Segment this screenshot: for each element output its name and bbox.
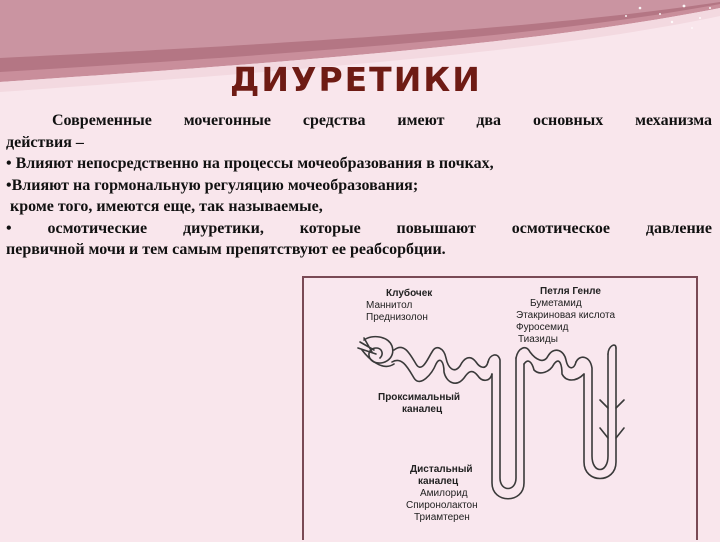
bullet-item-3-line-1: [6, 218, 712, 240]
bullet-item-2: [6, 175, 712, 197]
bullet-icon: •: [6, 176, 12, 194]
bullet-item-3-text: осмотические диуретики, которые повышают осмотическое давление: [47, 219, 712, 237]
glomerulus-drug-1: Маннитол: [366, 300, 413, 311]
paragraph-1-line-2: действия –: [6, 133, 84, 151]
bullet-item-2-text: Влияют на гормональную регуляцию мочеобразования;: [11, 176, 419, 194]
bullet-item-1-text: Влияют непосредственно на процессы мочеобразования в почках,: [15, 155, 494, 172]
loop-label: [540, 286, 601, 298]
distal-title-1: Дистальный: [410, 464, 473, 475]
bullet-icon: •: [6, 219, 12, 237]
distal-drug-3: Триамтерен: [414, 512, 470, 523]
loop-drug-4: Тиазиды: [518, 334, 558, 345]
page-title: ДИУРЕТИКИ: [230, 60, 482, 99]
glomerulus-drug-2: Преднизолон: [366, 312, 428, 323]
proximal-title-2: каналец: [402, 404, 443, 415]
loop-drug-2: Этакриновая кислота: [516, 310, 616, 321]
loop-drug-3: Фуросемид: [516, 322, 569, 333]
glomerulus-title: Клубочек: [386, 288, 433, 299]
loop-drug-1: Буметамид: [530, 298, 582, 309]
bullet-icon: •: [6, 155, 12, 172]
glomerulus-label: [386, 288, 432, 300]
proximal-label-line-1: [378, 392, 460, 404]
bullet-item-1: [6, 153, 712, 175]
proximal-title-1: Проксимальный: [378, 392, 461, 403]
loop-title: Петля Генле: [540, 286, 601, 297]
nephron-diagram: [302, 276, 698, 540]
distal-label-line-2: [418, 476, 458, 488]
proximal-label-line-2: [402, 404, 442, 416]
distal-drug-2: Спиронолактон: [406, 500, 478, 511]
bullet-item-3-line-2: первичной мочи и тем самым препятствуют ее реабсорбции.: [6, 241, 446, 258]
body-text: [6, 110, 712, 261]
distal-label-line-1: [410, 464, 473, 476]
paragraph-2: кроме того, имеются еще, так называемые,: [6, 198, 323, 215]
distal-drug-1: Амилорид: [420, 488, 468, 499]
nephron-tubule-drawing: [304, 278, 700, 542]
distal-title-2: каналец: [418, 476, 459, 487]
paragraph-1-line-1: Современные мочегонные средства имеют два основных механизма: [52, 112, 712, 129]
